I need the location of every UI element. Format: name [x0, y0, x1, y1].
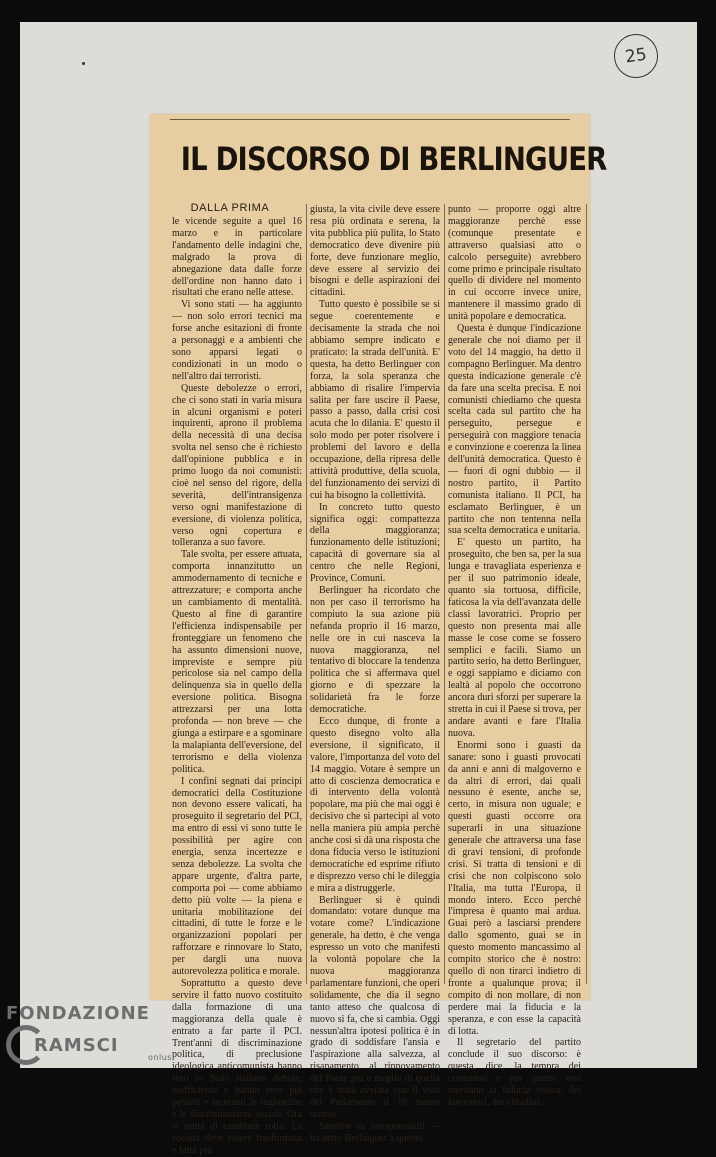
- column-divider: [444, 204, 445, 984]
- article-paragraph: Soprattutto a questo deve servire il fatto nuovo costituito dalla formazione di una maggioranza della quale è entrato a far parte il PCI. Trent'anni di discriminazione politica, di preclusione ideologica anticomunista hanno reso lo Stato italiano debole, inefficiente e hanno reso più pesanti e laceranti le ingiustizie e le discriminazioni sociali. Ora si tratta di cambiare rotta. La società deve essere trasformata e fatta più: [172, 978, 302, 1156]
- paper-mark: [82, 62, 85, 65]
- article-paragraph: Tale svolta, per essere attuata, comporta innanzitutto un ammodernamento di tecniche e attrezzature; e comporta anche un cambiamento di mentalità. Questo al fine di garantire l'efficienza indispensabile per fronteggiare un fenomeno che ha assunto dimensioni nuove, impreviste e sempre più pericolose sia nel campo della delinquenza sia in quello della eversione politica. Bisogna attrezzarsi per una lotta profonda — non breve — che giunga a estirpare e a sgominare la malapianta dell'eversione, del terrorismo e della violenza politica.: [172, 549, 302, 775]
- article-paragraph: Questa è dunque l'indicazione generale che noi diamo per il voto del 14 maggio, ha detto il compagno Berlinguer. Ma dentro questa indicazione generale c'è da fare una scelta precisa. E noi comunisti chiediamo che questa scelta cada sul partito che ha perseguito, persegue e perseguirà con maggiore tenacia e convinzione e coerenza la linea dell'unità democratica. Questo è — fuori di ogni dubbio — il nostro partito, il Partito comunista italiano. Il PCI, ha esclamato Berlinguer, è un partito che non tentenna nella sua scelta democratica e unitaria.: [448, 323, 581, 537]
- subheadline: DALLA PRIMA: [190, 202, 270, 214]
- article-paragraph: Berlinguer si è quindi domandato: votare dunque ma votare come? L'indicazione generale, ha detto, è che venga espresso un voto che manifesti la volontà popolare che la nuova maggioranza parlamentare funzioni, che operi solidamente, che dia il segno tanto atteso che qualcosa di nuovo si fa, che si cambia. Oggi nessun'altra ipotesi politica è in grado di soddisfare l'ansia e l'aspirazione alla salvezza, al risanamento, al rinnovamento del Paese più e meglio di quella che è stata avviata con il voto del Parlamento il 16 marzo scorso.: [310, 894, 440, 1120]
- logo-line-2: [6, 1025, 119, 1065]
- article-paragraph: Tutto questo è possibile se si segue coerentemente e decisamente la strada che noi abbiamo sempre indicato e praticato: la strada dell'unità. E' questa, ha detto Berlinguer con forza, la sola speranza che abbiamo di risalire l'impervia salita per fare uscire il Paese, passo a passo, dalla crisi così acuta che lo dilania. E' questo il solo modo per poter risolvere i problemi del lavoro e della occupazione, della ripresa delle attività produttive, della scuola, del funzionamento dei servizi di cui ha bisogno la collettività.: [310, 299, 440, 501]
- article-paragraph: Enormi sono i guasti da sanare: sono i guasti provocati da anni e anni di malgoverno e da altri di errori, dai quali nessuno è esente, anche se, certo, in misura non uguale; e questi guasti occorre ora superarli in una situazione generale che attraversa una fase di gravi tensioni, di profonde crisi. Si tratta di tensioni e di crisi che non colpiscono solo l'Italia, ma tutta l'Europa, il mondo intero. Ecco perchè l'impresa è quanto mai ardua. Guai però a lasciarsi prendere dallo sgomento, guai se in questo momento mancassimo al compito storico che è nostro: quello di non tirarci indietro di fronte a qualunque prova; il compito di non mollare, di non perdere mai la fiducia e la speranza, e con esse la capacità di lotta.: [448, 739, 581, 1037]
- article-paragraph: Sarebbe da irresponsabili — ha detto Berlinguer a questo: [310, 1120, 440, 1144]
- fondazione-gramsci-logo: [6, 1003, 172, 1062]
- article-paragraph: giusta, la vita civile deve essere resa più ordinata e serena, la vita pubblica più pulita, lo Stato democratico deve divenire più forte, deve funzionare meglio, deve essere al servizio dei bisogni e delle aspirazioni dei cittadini.: [310, 204, 440, 299]
- page-number: 25: [611, 31, 661, 81]
- logo-line-1: FONDAZIONE: [6, 1003, 150, 1024]
- article-paragraph: Vi sono stati — ha aggiunto — non solo errori tecnici ma forse anche esitazioni di fronte a personaggi e a ambienti che sono apparsi legati o condizionati in un modo o nell'altro dai terroristi.: [172, 299, 302, 382]
- logo-line-2-text: RAMSCI: [34, 1034, 119, 1056]
- top-rule: [170, 119, 570, 120]
- article-paragraph: le vicende seguite a quel 16 marzo e in particolare l'andamento delle indagini che, malgrado la prova di abnegazione data dalle forze dell'ordine non hanno dato i risultati che erano nelle attese.: [172, 216, 302, 299]
- article-paragraph: I confini segnati dai principi democratici della Costituzione non devono essere valicati, ha proseguito il segretario del PCI, ma entro di essi vi sono tutte le possibilità per agire con energia, senza incertezze e senza debolezze. La svolta che appare urgente, d'altra parte, comporta poi — come abbiamo detto più volte — la piena e unitaria mobilitazione dei cittadini, di tutte le forze e le organizzazioni popolari per rafforzare e rinnovare lo Stato, per dargli una nuova autorevolezza politica e morale.: [172, 775, 302, 978]
- article-column-3: [448, 204, 581, 1108]
- article-paragraph: Il segretario del partito conclude il suo discorso: è questa, dice, la tempra dei comunisti e per questo essi meritano la fiducia vostra, dei lavoratori, dei cittadini.: [448, 1037, 581, 1108]
- article-paragraph: Berlinguer ha ricordato che non per caso il terrorismo ha compiuto la sua azione più nefanda proprio il 16 marzo, nelle ore in cui nasceva la nuova maggioranza, nel tentativo di bloccare la tendenza politica che si affermava quel giorno e di spezzare la solidarietà fra le forze democratiche.: [310, 585, 440, 716]
- article-paragraph: Ecco dunque, di fronte a questo disegno volto alla eversione, il significato, il valore, l'importanza del voto del 14 maggio. Votare è sempre un atto di coscienza democratica e di intervento della volontà popolare, ma più che mai oggi è decisivo che si partecipi al voto nella maniera più ampia perchè anche così si dà una risposta che dona fiducia verso le istituzioni democratiche ed esprime rifiuto e disprezzo verso chi le dileggia e mira a distruggerle.: [310, 715, 440, 894]
- article-paragraph: Queste debolezze o errori, che ci sono stati in varia misura in alcuni organismi e poteri inquirenti, aprono il problema della necessità di una decisa svolta nel senso che è richiesto dall'opinione pubblica e in primo luogo da noi comunisti: cioè nel senso del rigore, della severità, dell'intransigenza verso ogni manifestazione di eversione, di violenza politica, verso ogni copertura e tolleranza a suo favore.: [172, 382, 302, 549]
- column-divider: [586, 204, 587, 984]
- article-paragraph: In concreto tutto questo significa oggi: compattezza della maggioranza; funzionamento delle istituzioni; capacità di governare sia al centro che nelle Regioni, Province, Comuni.: [310, 501, 440, 585]
- headline: IL DISCORSO DI BERLINGUER: [180, 140, 607, 178]
- article-column-2: [310, 204, 440, 1144]
- logo-line-3: onlus: [148, 1053, 172, 1062]
- article-column-1: [172, 216, 302, 1156]
- archive-sheet: [20, 22, 697, 1156]
- article-paragraph: E' questo un partito, ha proseguito, che ben sa, per la sua lunga e travagliata esperienza e per il suo patrimonio ideale, quanto sia tortuosa, difficile, faticosa la via dell'avanzata delle classi lavoratrici. Proprio per questo non presenta mai alle masse le cose come se fossero semplici e facili. Siamo un partito serio, ha detto Berlinguer, e oggi sappiamo e diciamo con lealtà al popolo che occorrono ancora duri sforzi per superare la stretta in cui il Paese si trova, per andare avanti e fare l'Italia nuova.: [448, 537, 581, 739]
- article-paragraph: punto — proporre oggi altre maggioranze perchè esse (comunque presentate e attraverso qualsiasi atto o calcolo perseguite) avrebbero come primo e principale risultato quello di dividere nel momento in cui occorre invece unire, mantenere il massimo grado di unità popolare e democratica.: [448, 204, 581, 323]
- column-divider: [306, 204, 307, 984]
